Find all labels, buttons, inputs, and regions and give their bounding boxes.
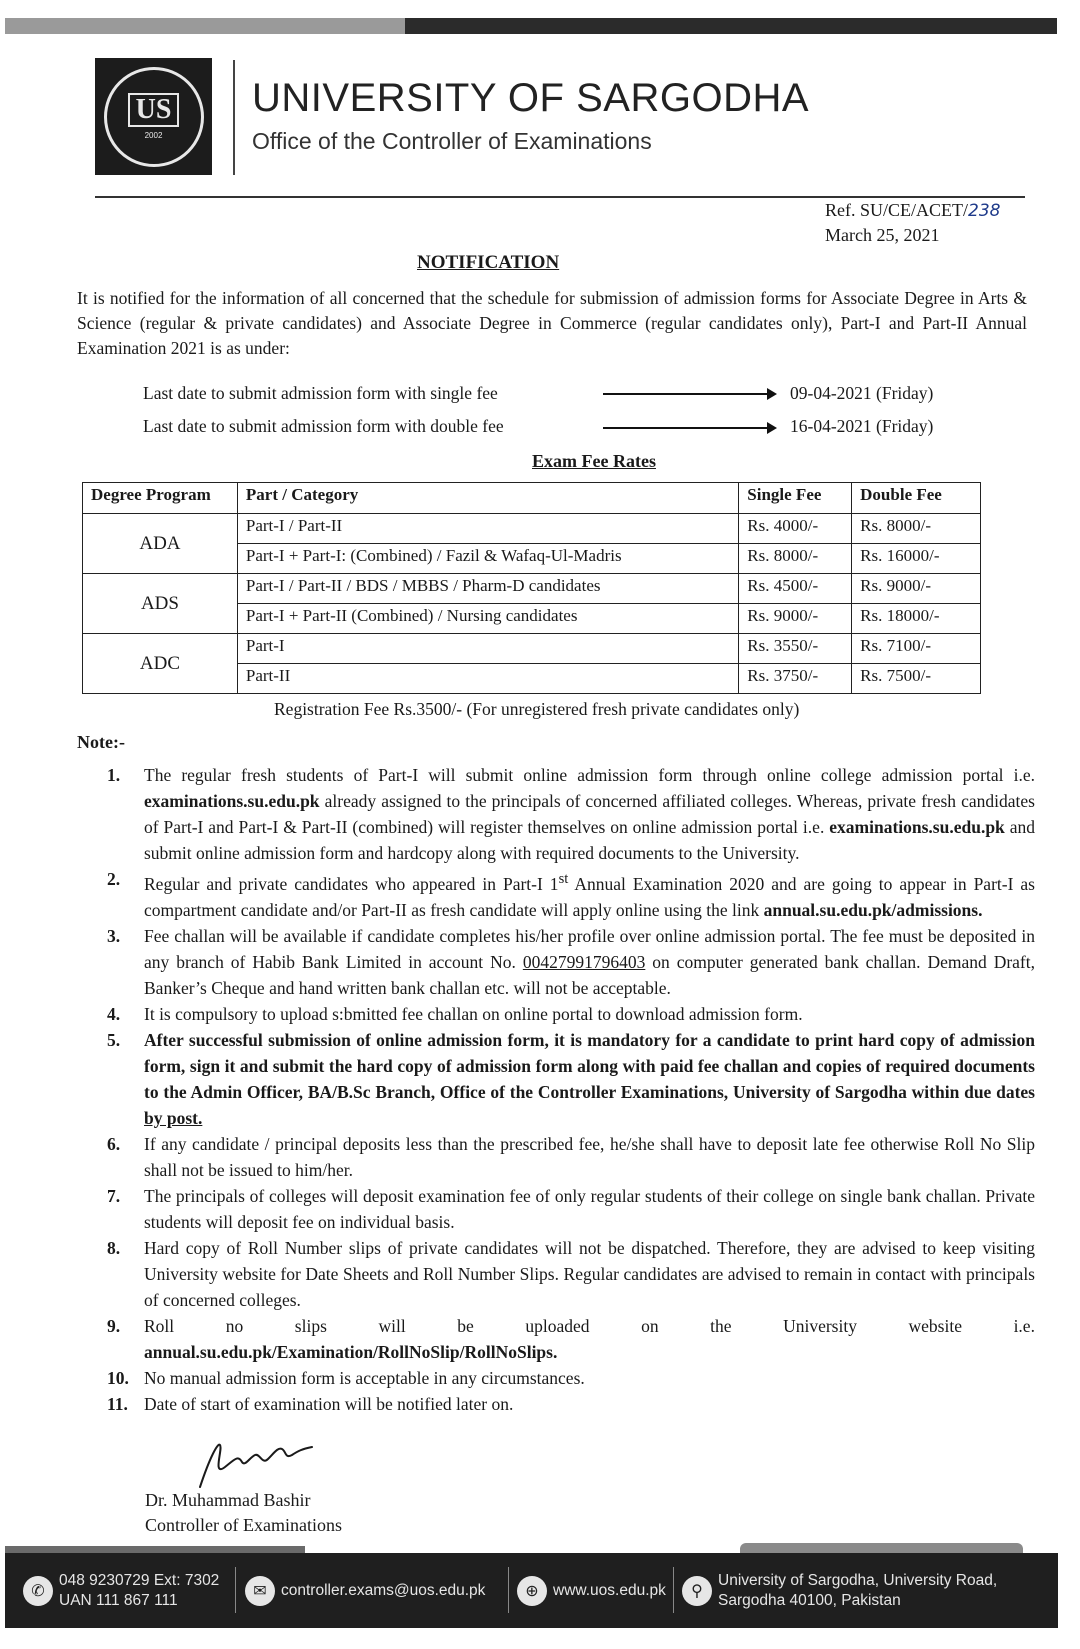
signatory-block (145, 1488, 342, 1538)
note-text: After successful submission of online admission form, it is mandatory for a candidate to print hard copy of admission form, sign it and submit the hard copy of admission form along with paid fee challan and copies of required documents to the Admin Officer, BA/B.Sc Branch, Office of the Controller Examinations, University of Sargodha within due dates (144, 1029, 1035, 1102)
note-word: the (710, 1315, 732, 1336)
reference-number (825, 200, 1000, 221)
note-number: 10. (107, 1367, 129, 1388)
address-line-2: Sargodha 40100, Pakistan (718, 1591, 901, 1609)
program-ads: ADS (83, 574, 238, 634)
header-double-fee: Double Fee (852, 483, 981, 514)
footer-accent-tab (740, 1543, 1023, 1553)
location-pin-icon: ⚲ (682, 1576, 712, 1606)
note-item (107, 1027, 1035, 1131)
category-cell: Part-I + Part-I: (Combined) / Fazil & Wafaq-Ul-Madris (237, 544, 738, 574)
note-item (107, 1235, 1035, 1313)
table-row (83, 634, 981, 664)
double-fee-cell: Rs. 9000/- (852, 574, 981, 604)
notification-intro: It is notified for the information of all concerned that the schedule for submission of admission forms for Associate Degree in Arts & Science (regular & private candidates) and Associate Degree in Commerce (regular candidates only), Part-I and Part-II Annual Examination 2021 is as under: (77, 288, 1027, 358)
logo-divider (233, 60, 235, 175)
note-text: No manual admission form is acceptable in any circumstances. (144, 1367, 585, 1388)
note-text: The principals of colleges will deposit examination fee of only regular students of their college on single bank challan. Private students will deposit fee on individual basis. (144, 1185, 1035, 1232)
note-text: and submit online admission form and hardcopy along with required documents to the University. (144, 817, 1035, 863)
note-text-line (144, 1313, 1035, 1339)
globe-icon: ⊕ (517, 1576, 547, 1606)
phone-number: 048 9230729 Ext: 7302 (59, 1571, 220, 1589)
notification-date: March 25, 2021 (825, 225, 940, 245)
footer-separator (508, 1567, 509, 1613)
single-fee-cell: Rs. 4500/- (739, 574, 852, 604)
table-row (83, 514, 981, 544)
note-text: Regular and private candidates who appeared in Part-I 1 (144, 873, 559, 894)
logo-year: 2002 (144, 131, 163, 140)
office-name: Office of the Controller of Examinations (252, 128, 652, 154)
note-word: Roll (144, 1315, 175, 1336)
note-text: It is compulsory to upload s:bmitted fee challan on online portal to download admission form. (144, 1003, 803, 1024)
fee-table-title: Exam Fee Rates (532, 451, 656, 471)
handwritten-signature (190, 1437, 320, 1492)
program-adc: ADC (83, 634, 238, 694)
note-word: website (908, 1315, 962, 1336)
category-cell: Part-I / Part-II (237, 514, 738, 544)
single-fee-cell: Rs. 3750/- (739, 664, 852, 694)
double-fee-cell: Rs. 16000/- (852, 544, 981, 574)
note-number: 9. (107, 1315, 121, 1336)
footer-separator (235, 1567, 236, 1613)
note-number: 8. (107, 1237, 121, 1258)
portal-link[interactable]: examinations.su.edu.pk (829, 817, 1005, 837)
note-text: Date of start of examination will be notified later on. (144, 1393, 514, 1414)
note-item (107, 1001, 1035, 1027)
note-item (107, 1391, 1035, 1417)
single-fee-cell: Rs. 9000/- (739, 604, 852, 634)
header-single-fee: Single Fee (739, 483, 852, 514)
footer-address (682, 1553, 997, 1628)
program-ada: ADA (83, 514, 238, 574)
note-word: be (457, 1315, 474, 1336)
admissions-link[interactable]: annual.su.edu.pk/admissions. (763, 899, 983, 920)
note-text: Hard copy of Roll Number slips of private candidates will not be dispatched. Therefore, they are advised to keep visiting University website for Date Sheets and Roll Number Slips. Regular candidates are advised to remain in contact with principals of concerned colleges. (144, 1237, 1035, 1310)
deadline-single-label: Last date to submit admission form with single fee (143, 383, 498, 403)
note-number: 1. (107, 765, 121, 785)
footer-website[interactable] (517, 1553, 666, 1628)
arrow-icon (603, 393, 775, 395)
top-scan-bar-light (5, 18, 405, 34)
table-row (83, 574, 981, 604)
signatory-name: Dr. Muhammad Bashir (145, 1490, 311, 1510)
note-number: 5. (107, 1029, 121, 1050)
notes-heading: Note:- (77, 732, 125, 752)
note-item (107, 1131, 1035, 1183)
phone-icon: ✆ (23, 1576, 53, 1606)
category-cell: Part-II (237, 664, 738, 694)
note-item (107, 1183, 1035, 1235)
note-text: Annual Examination 2020 and are going to appear in Part-I as compartment candidate and/or Part-II as fresh candidate will apply online using the link (144, 873, 1035, 920)
fee-table (82, 482, 981, 694)
footer-separator (673, 1567, 674, 1613)
university-logo (95, 58, 212, 175)
ordinal-suffix: st (558, 871, 569, 887)
double-fee-cell: Rs. 8000/- (852, 514, 981, 544)
note-item (107, 762, 1035, 866)
header-degree-program: Degree Program (83, 483, 238, 514)
single-fee-cell: Rs. 4000/- (739, 514, 852, 544)
arrow-icon (603, 427, 775, 429)
note-item (107, 1313, 1035, 1365)
note-number: 11. (107, 1393, 128, 1414)
double-fee-cell: Rs. 18000/- (852, 604, 981, 634)
note-word: uploaded (525, 1315, 590, 1336)
note-number: 4. (107, 1003, 121, 1024)
footer-accent-bar (5, 1546, 305, 1553)
deadline-double-label: Last date to submit admission form with double fee (143, 416, 504, 436)
by-post-text: by post. (144, 1107, 203, 1128)
double-fee-cell: Rs. 7100/- (852, 634, 981, 664)
registration-fee-note: Registration Fee Rs.3500/- (For unregistered fresh private candidates only) (274, 699, 800, 719)
category-cell: Part-I (237, 634, 738, 664)
university-name: UNIVERSITY OF SARGODHA (252, 76, 810, 120)
category-cell: Part-I + Part-II (Combined) / Nursing candidates (237, 604, 738, 634)
address-line-1: University of Sargodha, University Road, (718, 1571, 998, 1589)
note-text: Fee challan will be available if candidate completes his/her profile over online admission portal. The fee must be deposited in any branch of Habib Bank Limited in account No. (144, 925, 1035, 972)
roll-no-slip-link[interactable]: annual.su.edu.pk/Examination/RollNoSlip/RollNoSlips. (144, 1341, 558, 1362)
note-text: on computer generated bank challan. Demand Draft, Banker’s Cheque and hand written bank challan etc. will not be acceptable. (144, 951, 1036, 998)
header-part-category: Part / Category (237, 483, 738, 514)
note-text: If any candidate / principal deposits less than the prescribed fee, he/she shall have to deposit late fee otherwise Roll No Slip shall not be issued to him/her. (144, 1133, 1035, 1180)
note-number: 3. (107, 925, 121, 946)
reference-handwritten-number: 238 (968, 201, 1001, 221)
note-number: 2. (107, 869, 121, 889)
email-icon: ✉ (245, 1576, 275, 1606)
website-url[interactable]: www.uos.edu.pk (553, 1581, 666, 1599)
note-word: University (783, 1315, 857, 1336)
deadline-single-date: 09-04-2021 (Friday) (790, 383, 934, 403)
category-cell: Part-I / Part-II / BDS / MBBS / Pharm-D candidates (237, 574, 738, 604)
header-rule (95, 196, 1025, 198)
table-header-row (83, 483, 981, 514)
double-fee-cell: Rs. 7500/- (852, 664, 981, 694)
note-text: already assigned to the principals of concerned affiliated colleges. Whereas, private fresh candidates of Part-I and Part-I & Part-II (combined) will register themselves on online admission portal i.e. (144, 791, 1035, 837)
reference-label: Ref. SU/CE/ACET/ (825, 200, 968, 220)
single-fee-cell: Rs. 3550/- (739, 634, 852, 664)
deadline-double-date: 16-04-2021 (Friday) (790, 416, 934, 436)
note-word: on (641, 1315, 659, 1336)
logo-monogram: US (128, 93, 180, 127)
uan-number: UAN 111 867 111 (59, 1591, 178, 1609)
note-word: slips (294, 1315, 327, 1336)
note-item (107, 923, 1035, 1001)
logo-seal (104, 67, 204, 167)
signatory-title: Controller of Examinations (145, 1515, 342, 1535)
footer-email[interactable] (245, 1553, 485, 1628)
note-number: 6. (107, 1133, 121, 1154)
footer-phone (23, 1553, 219, 1628)
top-scan-bar (5, 18, 1057, 34)
portal-link[interactable]: examinations.su.edu.pk (144, 791, 320, 811)
footer (5, 1553, 1058, 1628)
note-item (107, 866, 1035, 923)
note-text: The regular fresh students of Part-I will submit online admission form through online college admission portal i.e. (144, 765, 1035, 785)
note-number: 7. (107, 1185, 121, 1206)
account-number: 00427991796403 (522, 951, 646, 972)
notification-title: NOTIFICATION (417, 252, 560, 273)
note-item (107, 1365, 1035, 1391)
note-word: will (378, 1315, 406, 1336)
note-word: no (225, 1315, 244, 1336)
single-fee-cell: Rs. 8000/- (739, 544, 852, 574)
email-address[interactable]: controller.exams@uos.edu.pk (281, 1581, 486, 1599)
notes-list (107, 762, 1035, 1417)
note-word: i.e. (1013, 1315, 1035, 1336)
